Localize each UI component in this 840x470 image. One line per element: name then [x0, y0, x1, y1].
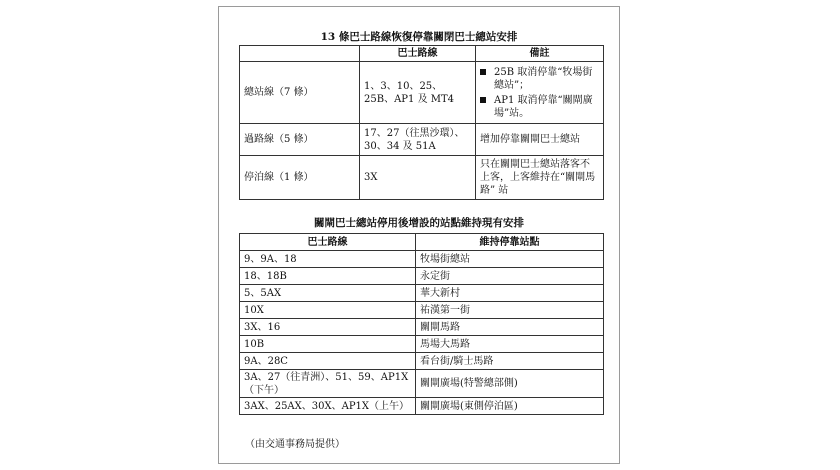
- stop-cell: 永定街: [416, 268, 604, 285]
- table-row: [240, 336, 604, 353]
- table-row: [240, 251, 604, 268]
- notes-cell: 只在關閘巴士總站落客不上客，上客維持在“關閘馬路” 站: [476, 156, 604, 200]
- routes-cell: 10B: [240, 336, 416, 353]
- route-resume-table: [239, 45, 604, 200]
- note-text: 25B 取消停靠“牧場街總站”；: [494, 66, 593, 91]
- table1-title: 13 條巴士路線恢復停靠關閉巴士總站安排: [320, 31, 518, 43]
- routes-cell: 3X、16: [240, 319, 416, 336]
- stop-cell: 關閘廣場(特警總部側): [416, 370, 604, 398]
- note-text: AP1 取消停靠“關閘廣場”站。: [494, 94, 593, 119]
- table1-header-routes: 巴士路線: [360, 46, 476, 62]
- routes-cell: 9A、28C: [240, 353, 416, 370]
- table-row: [240, 353, 604, 370]
- source-note: （由交通事務局提供）: [245, 439, 345, 450]
- stop-cell: 馬場大馬路: [416, 336, 604, 353]
- table-row: [240, 398, 604, 415]
- table-row: [240, 285, 604, 302]
- table-row: [240, 124, 604, 156]
- table-row: [240, 302, 604, 319]
- stop-cell: 牧場街總站: [416, 251, 604, 268]
- square-bullet-icon: [480, 69, 486, 75]
- square-bullet-icon: [480, 97, 486, 103]
- routes-cell: 17、27（往黑沙環）、30、34 及 51A: [360, 124, 476, 156]
- routes-cell: 18、18B: [240, 268, 416, 285]
- category-cell: 停泊線（1 條）: [240, 156, 360, 200]
- table1-header-notes: 備註: [476, 46, 604, 62]
- table2-header-routes: 巴士路線: [240, 234, 416, 251]
- table-row: [240, 156, 604, 200]
- routes-cell: 10X: [240, 302, 416, 319]
- category-cell: 總站線（7 條）: [240, 62, 360, 124]
- stop-cell: 關閘廣場(東側停泊區): [416, 398, 604, 415]
- document-page: [218, 6, 620, 464]
- stop-cell: 關閘馬路: [416, 319, 604, 336]
- table1-header-blank: [240, 46, 360, 62]
- routes-cell: 3X: [360, 156, 476, 200]
- stop-cell: 華大新村: [416, 285, 604, 302]
- stop-cell: 祐漢第一街: [416, 302, 604, 319]
- routes-cell: 9、9A、18: [240, 251, 416, 268]
- stop-cell: 看台街/騎士馬路: [416, 353, 604, 370]
- table2-header-stop: 維持停靠站點: [416, 234, 604, 251]
- table-row: [240, 370, 604, 398]
- table-row: [240, 319, 604, 336]
- notes-cell: 增加停靠關閘巴士總站: [476, 124, 604, 156]
- category-cell: 過路線（5 條）: [240, 124, 360, 156]
- routes-cell: 3A、27（往青洲）、51、59、AP1X（下午）: [240, 370, 416, 398]
- table2-title: 關閘巴士總站停用後增設的站點維持現有安排: [314, 217, 524, 229]
- note-item: [480, 66, 599, 92]
- routes-cell: 1、3、10、25、25B、AP1 及 MT4: [360, 62, 476, 124]
- note-item: [480, 94, 599, 120]
- table-row: [240, 62, 604, 124]
- routes-cell: 3AX、25AX、30X、AP1X（上午）: [240, 398, 416, 415]
- routes-cell: 5、5AX: [240, 285, 416, 302]
- table-row: [240, 268, 604, 285]
- notes-cell: [476, 62, 604, 124]
- maintained-stops-table: [239, 233, 604, 415]
